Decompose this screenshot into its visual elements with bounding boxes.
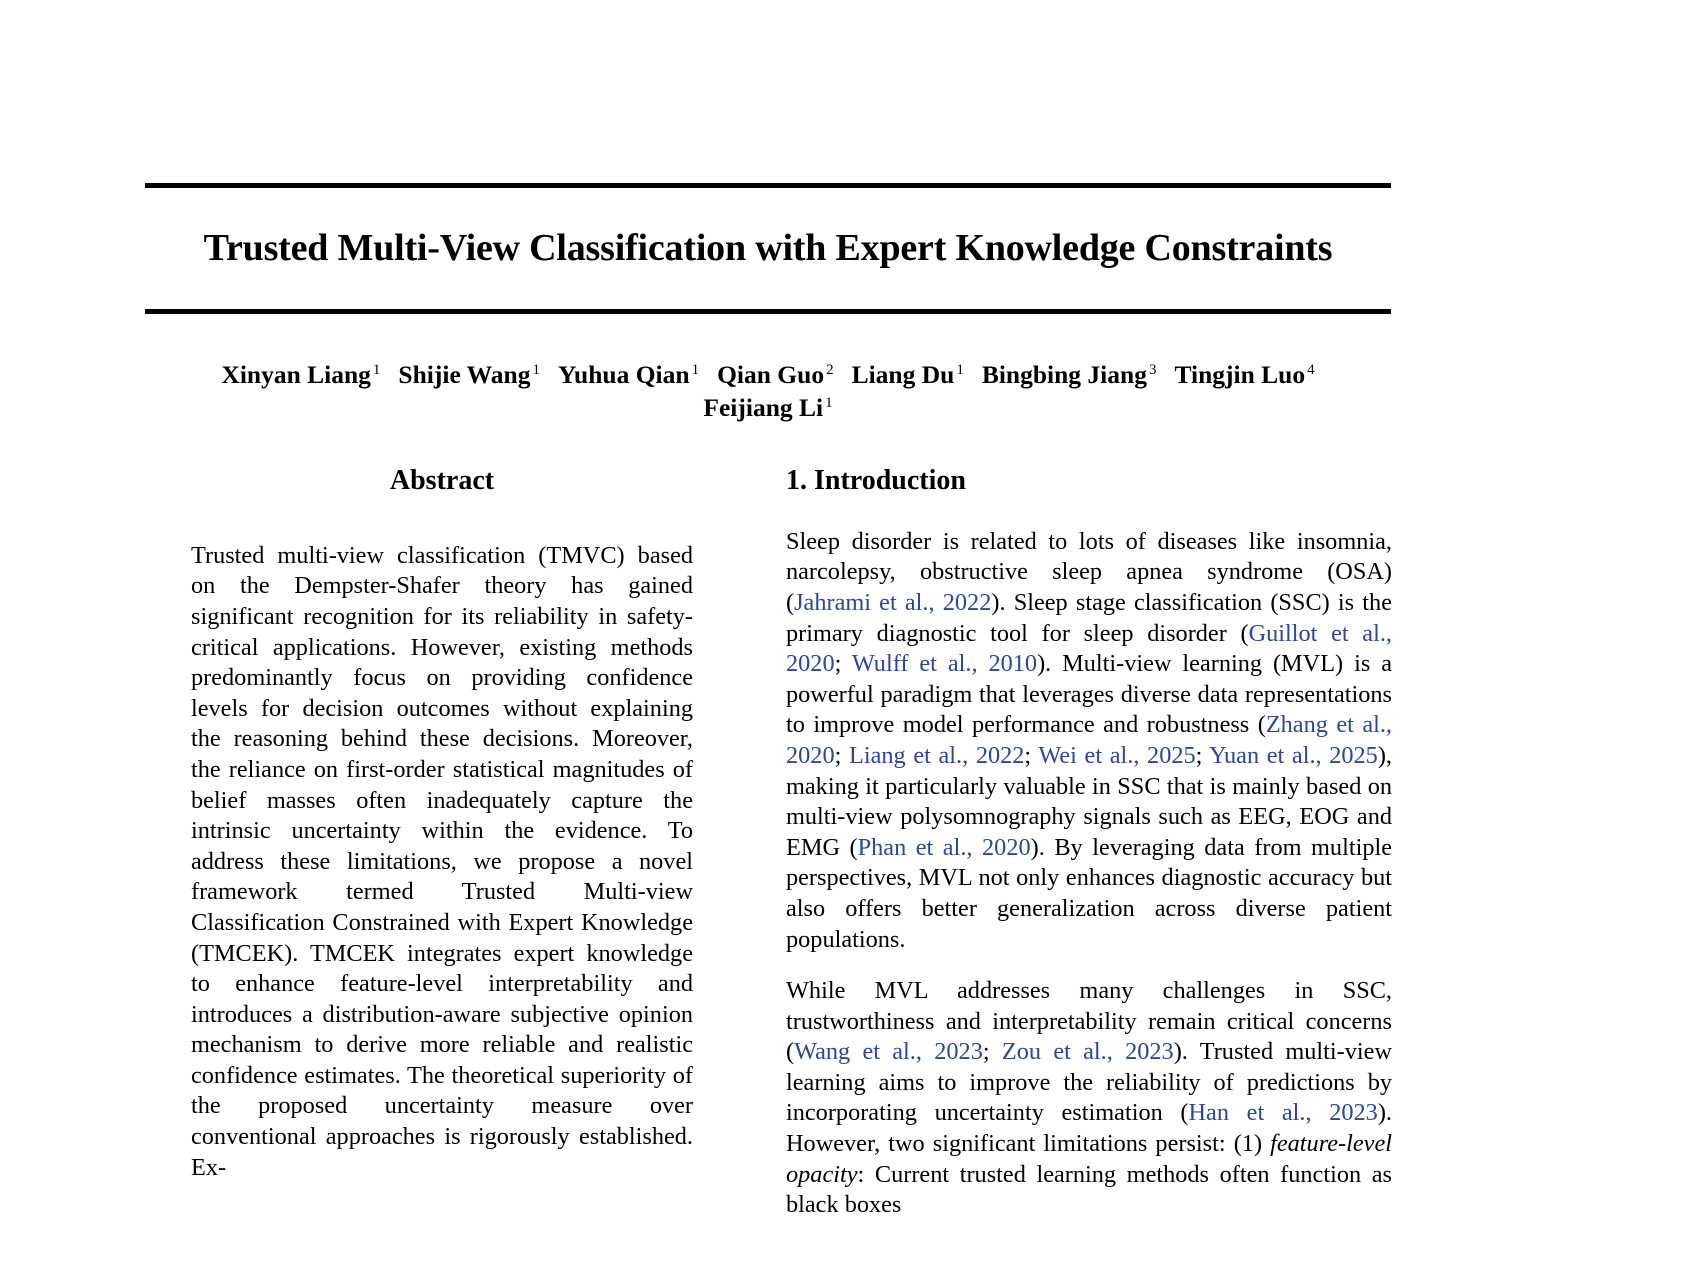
introduction-body (786, 527, 1392, 1221)
citation-link[interactable]: Wang et al., 2023 (794, 1038, 983, 1066)
author-name: Tingjin Luo $^4$ (1174, 360, 1315, 389)
author-line (145, 391, 1391, 424)
abstract-text: Trusted multi-view classification (TMVC) based on the Dempster-Shafer theory has gained significant recognition for its reliability in safety-critical applications. However, existing methods predominantly focus on providing confidence levels for decision outcomes without explaining the reasoning behind these decisions. Moreover, the reliance on first-order statistical magnitudes of belief masses often inadequately capture the intrinsic uncertainty within the evidence. To address these limitations, we propose a novel framework termed Trusted Multi-view Classification Constrained with Expert Knowledge (TMCEK). TMCEK integrates expert knowledge to enhance feature-level interpretability and introduces a distribution-aware subjective opinion mechanism to derive more reliable and realistic confidence estimates. The theoretical superiority of the proposed uncertainty measure over conventional approaches is rigorously established. Ex- (191, 541, 693, 1181)
author-name: Liang Du $^1$ (851, 360, 964, 389)
paper-header (145, 183, 1391, 314)
author-affiliation-marker: 1 (532, 361, 540, 378)
abstract-heading: Abstract (389, 466, 495, 496)
introduction-paragraph: While MVL addresses many challenges in SSC, trustworthiness and interpretability remain critical concerns (Wang et al., 2023; Zou et al., 2023). Trusted multi-view learning aims to improve the reliability of predictions by incorporating uncertainty estimation (Han et al., 2023). However, two significant limitations persist: (1) feature-level opacity: Current trusted learning methods often function as black boxes (786, 977, 1392, 1219)
author-affiliation-marker: 1 (372, 361, 381, 378)
introduction-heading: 1. Introduction (786, 466, 966, 496)
citation-link[interactable]: Phan et al., 2020 (857, 833, 1031, 861)
abstract-column (191, 466, 693, 1275)
citation-link[interactable]: Han et al., 2023 (1188, 1099, 1378, 1127)
author-list (145, 358, 1391, 424)
citation-link[interactable]: Liang et al., 2022 (849, 741, 1025, 769)
author-affiliation-marker: 4 (1307, 361, 1315, 378)
citation-link[interactable]: Wei et al., 2025 (1038, 741, 1196, 769)
author-affiliation-marker: 2 (826, 361, 834, 378)
author-name: Yuhua Qian $^1$ (557, 360, 700, 389)
citation-link[interactable]: Zhang et al., 2020 (786, 711, 1392, 769)
citation-link[interactable]: Jahrami et al., 2022 (794, 588, 992, 616)
author-line (145, 358, 1391, 391)
author-name: Xinyan Liang $^1$ (221, 360, 381, 389)
author-name: Qian Guo $^2$ (717, 360, 834, 389)
author-name: Bingbing Jiang $^3$ (981, 360, 1157, 389)
introduction-paragraph: Sleep disorder is related to lots of diseases like insomnia, narcolepsy, obstructive sleep apnea syndrome (OSA) (Jahrami et al., 2022). Sleep stage classification (SSC) is the primary diagnostic tool for sleep disorder (Guillot et al., 2020; Wulff et al., 2010). Multi-view learning (MVL) is a powerful paradigm that leverages diverse data representations to improve model performance and robustness (Zhang et al., 2020; Liang et al., 2022; Wei et al., 2025; Yuan et al., 2025), making it particularly valuable in SSC that is mainly based on multi-view polysomnography signals such as EEG, EOG and EMG (Phan et al., 2020). By leveraging data from multiple perspectives, MVL not only enhances diagnostic accuracy but also offers better generalization across diverse patient populations. (786, 527, 1392, 953)
author-affiliation-marker: 1 (825, 394, 833, 411)
introduction-column (786, 466, 1392, 1275)
citation-link[interactable]: Zou et al., 2023 (1001, 1038, 1174, 1066)
author-affiliation-marker: 1 (956, 361, 964, 378)
author-affiliation-marker: 1 (691, 361, 700, 378)
header-rule-bottom (145, 309, 1391, 314)
citation-link[interactable]: Yuan et al., 2025 (1209, 741, 1378, 769)
emphasized-term: feature-level opacity (786, 1130, 1392, 1188)
author-name: Feijiang Li $^1$ (703, 393, 833, 422)
citation-link[interactable]: Guillot et al., 2020 (786, 619, 1392, 678)
page-title: Trusted Multi-View Classification with Expert Knowledge Constraints (203, 227, 1333, 269)
author-name: Shijie Wang $^1$ (398, 360, 540, 389)
two-column-body (0, 466, 1700, 1275)
author-affiliation-marker: 3 (1148, 361, 1157, 378)
citation-link[interactable]: Wulff et al., 2010 (851, 650, 1038, 678)
